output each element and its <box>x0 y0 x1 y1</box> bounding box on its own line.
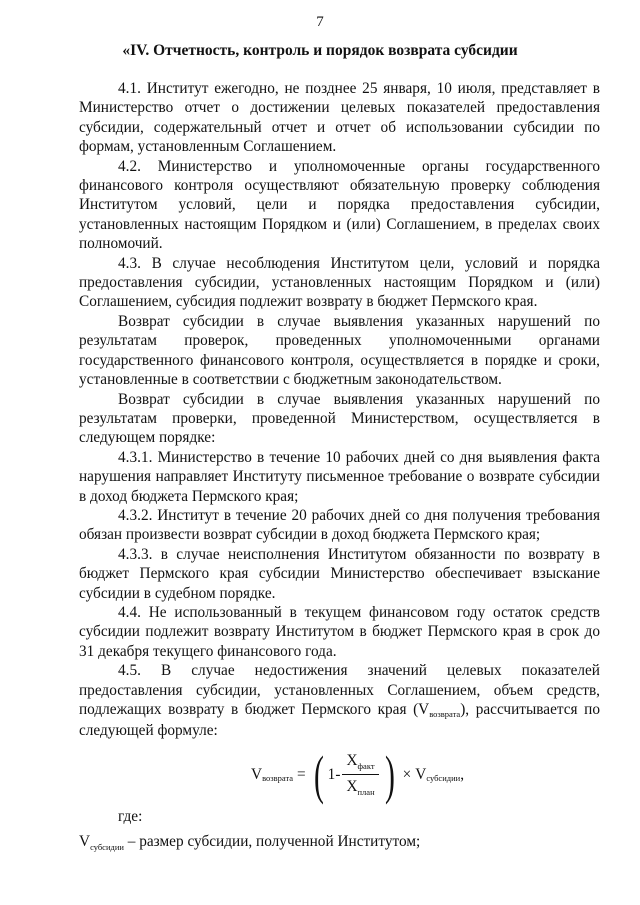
paragraph-4-3-3: 4.3.3. в случае неисполнения Институтом обязанности по возврату в бюджет Пермского края субсидии Министерство обеспечивает взыскание субсидии в судебном порядке. <box>79 545 600 602</box>
where-text: – размер субсидии, полученной Институтом; <box>123 833 421 851</box>
formula-one: 1 <box>327 766 336 784</box>
formula-rhs-sub: субсидии <box>426 773 461 784</box>
formula-den-var: X <box>346 778 358 796</box>
paragraph-return-control: Возврат субсидии в случае выявления указанных нарушений по результатам проверок, проведенных уполномоченными органами государственного финансового контроля, осуществляется в порядке и сроки, установленные в соответствии с бюджетным законодательством. <box>79 312 600 389</box>
paragraph-4-5-sub: возврата <box>429 709 461 719</box>
formula-den-sub: план <box>357 787 375 798</box>
paragraph-4-5-tail: ), рассчитывается по следующей формуле: <box>79 701 600 740</box>
formula-numerator <box>342 751 378 775</box>
document-body <box>79 79 600 854</box>
where-label: где: <box>118 807 143 825</box>
formula-end: , <box>460 766 465 784</box>
formula-rhs: V <box>415 766 427 784</box>
formula-minus: - <box>335 766 341 784</box>
where-var: V <box>79 833 91 851</box>
formula-expression <box>251 744 465 805</box>
paragraph-return-ministry: Возврат субсидии в случае выявления указанных нарушений по результатам проверки, проведенной Министерством, осуществляется в следующем порядке: <box>79 390 600 447</box>
formula <box>79 743 600 807</box>
where-var-sub: субсидии <box>90 842 124 853</box>
formula-lhs: V <box>251 766 263 784</box>
paragraph-4-3-2: 4.3.2. Институт в течение 20 рабочих дней со дня получения требования обязан произвести возврат субсидии в доход бюджета Пермского края; <box>79 506 600 544</box>
paragraph-4-2: 4.2. Министерство и уполномоченные органы государственного финансового контроля осуществляют обязательную проверку соблюдения Институтом условий, цели и порядка предоставления субсидии, установленных настоящим Порядком и (или) Соглашением, в пределах своих полномочий. <box>79 157 600 253</box>
formula-num-sub: факт <box>357 760 375 771</box>
formula-fraction <box>342 751 378 799</box>
formula-paren-open: ( <box>313 744 324 805</box>
where-block <box>79 807 600 854</box>
paragraph-4-3: 4.3. В случае несоблюдения Институтом цели, условий и порядка предоставления субсидии, установленных настоящим Порядком и (или) Соглашением, субсидия подлежит возврату в бюджет Пермского края. <box>79 254 600 311</box>
paragraph-4-5 <box>79 661 600 741</box>
formula-denominator <box>342 775 378 798</box>
paragraph-4-5-text: 4.5. В случае недостижения значений целевых показателей предоставления субсидии, установленных Соглашением, объем средств, подлежащих возврату в бюджет Пермского края (V <box>79 662 600 718</box>
formula-lhs-sub: возврата <box>262 773 294 784</box>
formula-times: × <box>402 766 412 784</box>
section-heading: «IV. Отчетность, контроль и порядок возврата субсидии <box>122 42 518 59</box>
formula-paren-close: ) <box>384 744 395 805</box>
paragraph-4-4: 4.4. Не использованный в текущем финансовом году остаток средств субсидии подлежит возврату Институтом в бюджет Пермского края в срок до 31 декабря текущего финансового года. <box>79 603 600 660</box>
formula-num-var: X <box>346 751 358 769</box>
paragraph-4-3-1: 4.3.1. Министерство в течение 10 рабочих дней со дня выявления факта нарушения направляет Институту письменное требование о возврате субсидии в доход бюджета Пермского края; <box>79 448 600 505</box>
formula-equals: = <box>297 766 306 784</box>
paragraph-4-1: 4.1. Институт ежегодно, не позднее 25 января, 10 июля, представляет в Министерство отчет о достижении целевых показателей предоставления субсидии, содержательный отчет и отчет об использовании субсидии по формам, установленным Соглашением. <box>79 80 600 156</box>
page-number: 7 <box>316 14 324 30</box>
